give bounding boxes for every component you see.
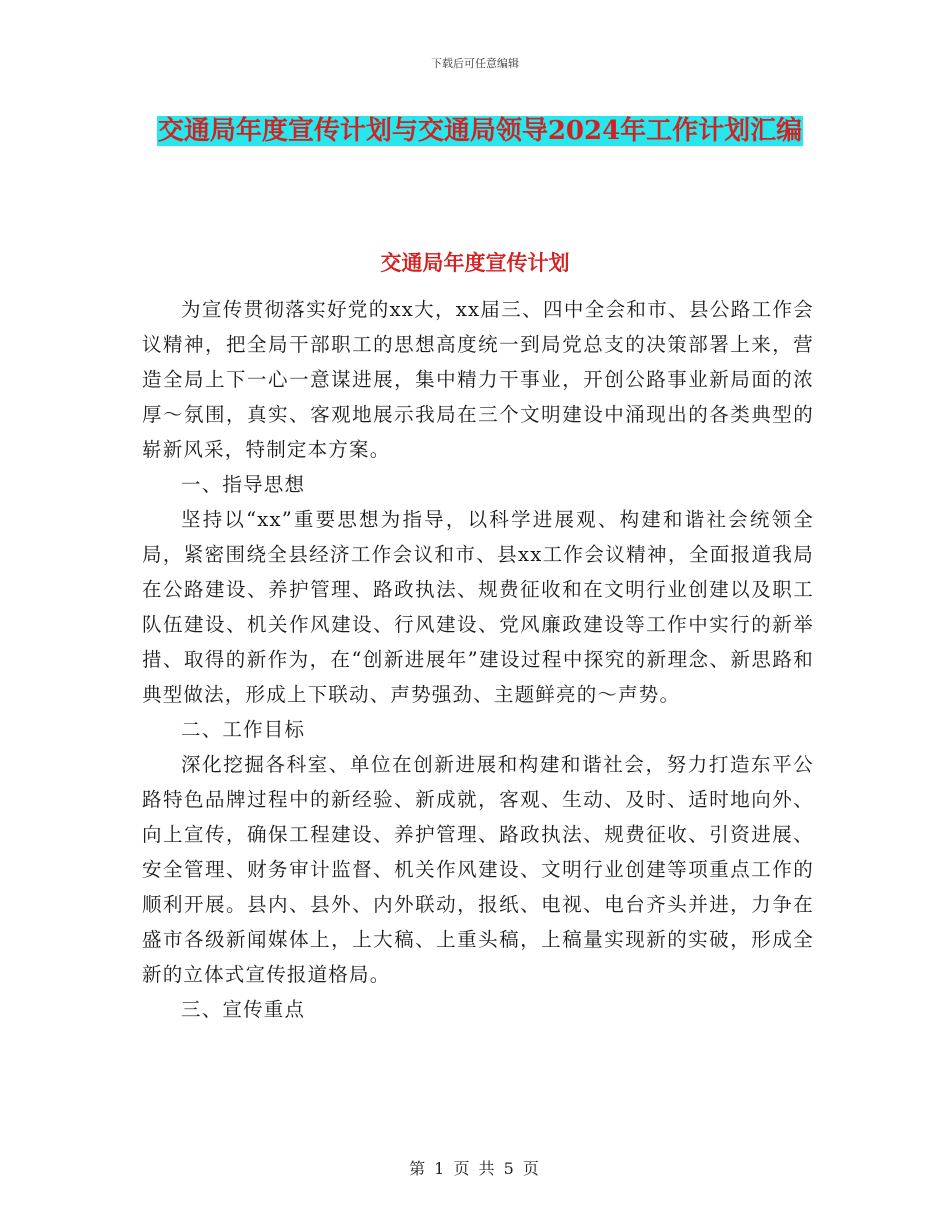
heading-publicity-focus: 三、宣传重点 — [181, 998, 306, 1021]
page-footer: 第 1 页 共 5 页 — [409, 1159, 541, 1178]
paragraph-intro: 为宣传贯彻落实好党的xx大，xx届三、四中全会和市、县公路工作会议精神，把全局干部职工的思想高度统一到局党总支的决策部署上来，营造全局上下一心一意谋进展，集中精力干事业，开创公路事业新局面的浓厚～氛围，真实、客观地展示我局在三个文明建设中涌现出的各类典型的崭新风采，特制定本方案。 — [142, 298, 814, 461]
section-title: 交通局年度宣传计划 — [380, 250, 570, 275]
document-title — [140, 108, 820, 154]
heading-work-goal: 二、工作目标 — [181, 718, 306, 741]
document-title-text: 交通局年度宣传计划与交通局领导2024年工作计划汇编 — [157, 116, 803, 146]
paragraph-work-goal: 深化挖掘各科室、单位在创新进展和构建和谐社会，努力打造东平公路特色品牌过程中的新经验、新成就，客观、生动、及时、适时地向外、向上宣传，确保工程建设、养护管理、路政执法、规费征收、引资进展、安全管理、财务审计监督、机关作风建设、文明行业创建等项重点工作的顺利开展。县内、县外、内外联动，报纸、电视、电台齐头并进，力争在盛市各级新闻媒体上，上大稿、上重头稿，上稿量实现新的实破，形成全新的立体式宣传报道格局。 — [142, 753, 814, 986]
document-body — [142, 292, 814, 1027]
heading-guiding-thought: 一、指导思想 — [181, 473, 306, 496]
header-note: 下载后可任意编辑 — [431, 57, 519, 70]
paragraph-guiding-thought: 坚持以“xx”重要思想为指导，以科学进展观、构建和谐社会统领全局，紧密围绕全县经济工作会议和市、县xx工作会议精神，全面报道我局在公路建设、养护管理、路政执法、规费征收和在文明行业创建以及职工队伍建设、机关作风建设、行风建设、党风廉政建设等工作中实行的新举措、取得的新作为，在“创新进展年”建设过程中探究的新理念、新思路和典型做法，形成上下联动、声势强劲、主题鲜亮的～声势。 — [142, 508, 814, 706]
